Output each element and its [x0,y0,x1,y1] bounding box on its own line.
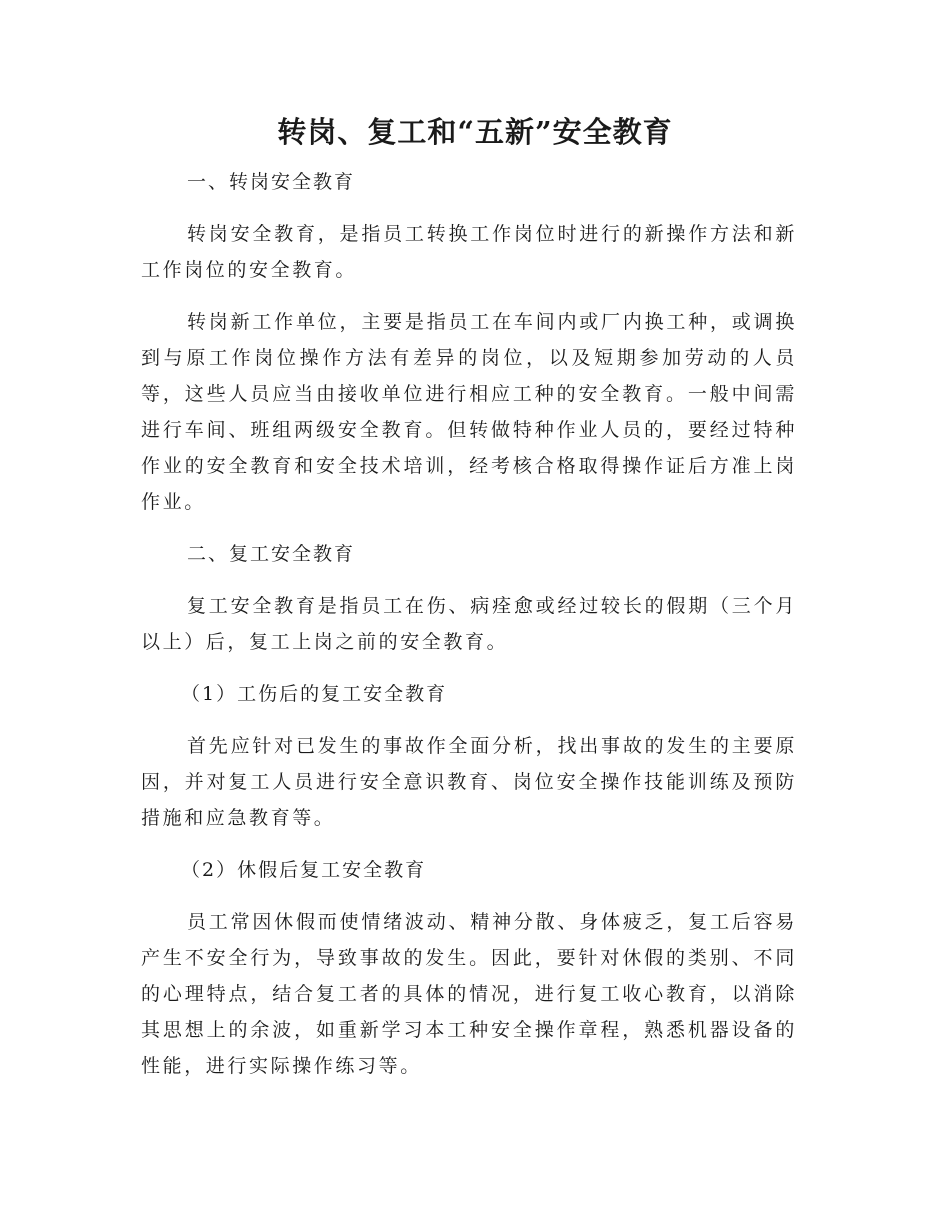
subsection-2-paragraph: 员工常因休假而使情绪波动、精神分散、身体疲乏，复工后容易产生不安全行为，导致事故的发生。因此，要针对休假的类别、不同的心理特点，结合复工者的具体的情况，进行复工收心教育，以消除其思想上的余波，如重新学习本工种安全操作章程，熟悉机器设备的性能，进行实际操作练习等。 [141,911,797,1077]
section-2-intro: 复工安全教育是指员工在伤、病痊愈或经过较长的假期（三个月以上）后，复工上岗之前的安全教育。 [141,595,797,653]
document-body [141,164,797,1100]
section-2-heading: 二、复工安全教育 [187,543,356,565]
subsection-1-paragraph: 首先应针对已发生的事故作全面分析，找出事故的发生的主要原因，并对复工人员进行安全意识教育、岗位安全操作技能训练及预防措施和应急教育等。 [141,735,797,829]
section-1-paragraph-1: 转岗安全教育，是指员工转换工作岗位时进行的新操作方法和新工作岗位的安全教育。 [141,223,797,281]
section-1-heading: 一、转岗安全教育 [187,171,356,193]
subsection-1-heading: （1）工伤后的复工安全教育 [181,683,448,705]
document-title: 转岗、复工和“五新”安全教育 [277,115,673,149]
section-1-paragraph-2: 转岗新工作单位，主要是指员工在车间内或厂内换工种，或调换到与原工作岗位操作方法有差异的岗位，以及短期参加劳动的人员等，这些人员应当由接收单位进行相应工种的安全教育。一般中间需进行车间、班组两级安全教育。但转做特种作业人员的，要经过特种作业的安全教育和安全技术培训，经考核合格取得操作证后方准上岗作业。 [141,311,797,513]
subsection-2-heading: （2）休假后复工安全教育 [181,859,427,881]
